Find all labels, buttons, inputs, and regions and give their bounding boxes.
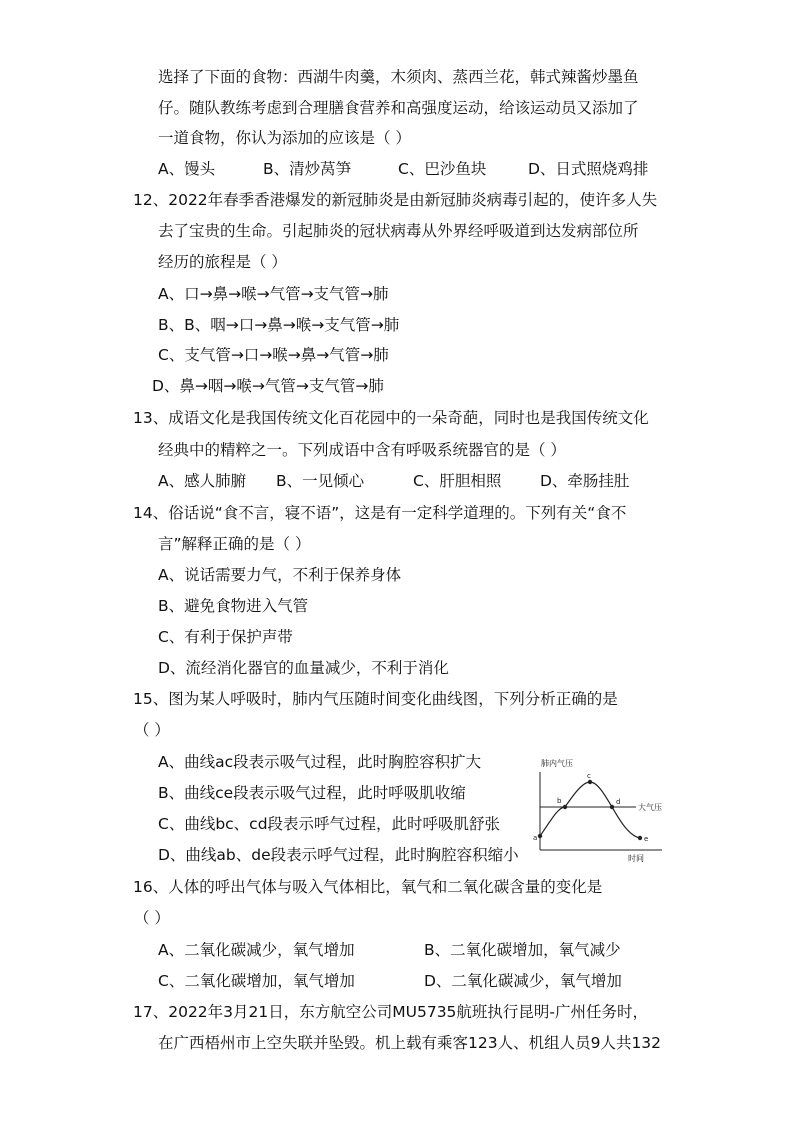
lung-pressure-figure bbox=[530, 752, 670, 864]
q12-option-c: C、支气管→口→喉→鼻→气管→肺 bbox=[158, 346, 389, 364]
q14-option-b: B、避免食物进入气管 bbox=[158, 597, 309, 615]
point-c bbox=[588, 780, 592, 784]
q13-option-c: C、肝胆相照 bbox=[413, 472, 502, 490]
label-e: e bbox=[644, 835, 649, 843]
q16-line1: 16、人体的呼出气体与吸入气体相比，氧气和二氧化碳含量的变化是 bbox=[133, 878, 603, 896]
label-d: d bbox=[616, 798, 621, 806]
q16-option-b: B、二氧化碳增加，氧气减少 bbox=[424, 941, 621, 959]
q15-line1: 15、图为某人呼吸时，肺内气压随时间变化曲线图，下列分析正确的是 bbox=[133, 690, 618, 708]
q12-line2: 去了宝贵的生命。引起肺炎的冠状病毒从外界经呼吸道到达发病部位所 bbox=[158, 222, 639, 240]
q11-option-c: C、巴沙鱼块 bbox=[398, 160, 487, 178]
q14-option-c: C、有利于保护声带 bbox=[158, 628, 293, 646]
label-c: c bbox=[587, 772, 591, 780]
q13-option-a: A、感人肺腑 bbox=[158, 472, 247, 490]
q16-option-a: A、二氧化碳减少，氧气增加 bbox=[158, 941, 355, 959]
q11-line1: 选择了下面的食物：西湖牛肉羹，木须肉、蒸西兰花，韩式辣酱炒墨鱼 bbox=[158, 68, 639, 86]
point-b bbox=[563, 805, 567, 809]
q12-option-b: B、B、咽→口→鼻→喉→支气管→肺 bbox=[158, 316, 400, 334]
q15-option-b: B、曲线ce段表示吸气过程，此时呼吸肌收缩 bbox=[158, 784, 466, 802]
q14-option-a: A、说话需要力气，不利于保养身体 bbox=[158, 566, 402, 584]
q15-option-d: D、曲线ab、de段表示呼气过程，此时胸腔容积缩小 bbox=[158, 846, 519, 864]
pressure-curve bbox=[540, 782, 640, 838]
q17-line1: 17、2022年3月21日，东方航空公司MU5735航班执行昆明-广州任务时， bbox=[133, 1003, 649, 1021]
q11-option-a: A、馒头 bbox=[158, 160, 216, 178]
q14-line2: 言”解释正确的是（ ） bbox=[158, 535, 311, 553]
q13-line1: 13、成语文化是我国传统文化百花园中的一朵奇葩，同时也是我国传统文化 bbox=[133, 409, 649, 427]
q11-line3: 一道食物，你认为添加的应该是（ ） bbox=[158, 129, 411, 147]
q11-option-b: B、清炒莴笋 bbox=[263, 160, 352, 178]
figure-y-label: 肺内气压 bbox=[541, 759, 573, 768]
q16-option-d: D、二氧化碳减少，氧气增加 bbox=[424, 972, 622, 990]
q16-option-c: C、二氧化碳增加，氧气增加 bbox=[158, 972, 355, 990]
q12-option-a: A、口→鼻→喉→气管→支气管→肺 bbox=[158, 285, 389, 303]
q13-line2: 经典中的精粹之一。下列成语中含有呼吸系统器官的是（ ） bbox=[158, 441, 566, 459]
q15-option-c: C、曲线bc、cd段表示呼气过程，此时呼吸肌舒张 bbox=[158, 815, 501, 833]
q14-line1: 14、俗话说“食不言，寝不语”，这是有一定科学道理的。下列有关“食不 bbox=[133, 504, 627, 522]
figure-x-label: 时间 bbox=[628, 854, 644, 863]
q15-option-a: A、曲线ac段表示吸气过程，此时胸腔容积扩大 bbox=[158, 753, 482, 771]
q16-line2: （ ） bbox=[134, 909, 170, 927]
label-a: a bbox=[533, 834, 538, 842]
q11-option-d: D、日式照烧鸡排 bbox=[528, 160, 649, 178]
q12-line3: 经历的旅程是（ ） bbox=[158, 253, 287, 271]
figure-ref-label: 大气压 bbox=[638, 803, 662, 812]
q17-line2: 在广西梧州市上空失联并坠毁。机上载有乘客123人、机组人员9人共132 bbox=[158, 1034, 662, 1052]
q13-option-b: B、一见倾心 bbox=[276, 472, 365, 490]
point-a bbox=[538, 834, 542, 838]
q12-option-d: D、鼻→咽→喉→气管→支气管→肺 bbox=[152, 377, 384, 395]
point-d bbox=[610, 805, 614, 809]
q13-option-d: D、牵肠挂肚 bbox=[540, 472, 630, 490]
label-b: b bbox=[557, 797, 562, 805]
q15-line2: （ ） bbox=[134, 721, 170, 739]
q14-option-d: D、流经消化器官的血量减少，不利于消化 bbox=[158, 659, 449, 677]
point-e bbox=[638, 836, 642, 840]
q11-line2: 仔。随队教练考虑到合理膳食营养和高强度运动，给该运动员又添加了 bbox=[158, 99, 639, 117]
q12-line1: 12、2022年春季香港爆发的新冠肺炎是由新冠肺炎病毒引起的，使许多人失 bbox=[133, 191, 658, 209]
